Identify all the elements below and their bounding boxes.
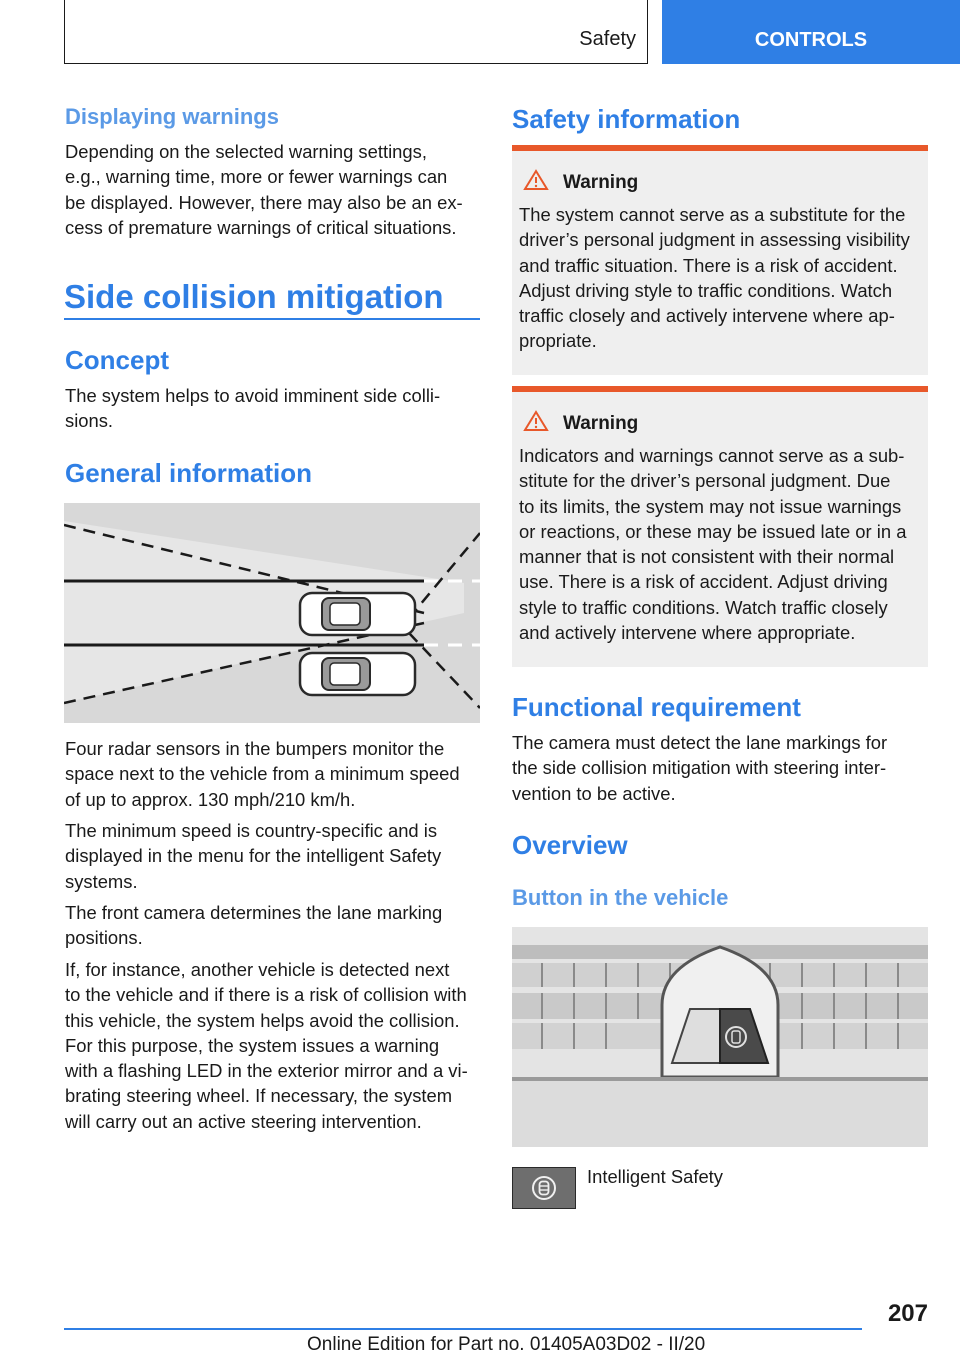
text-line: The front camera determines the lane marking [65,902,443,923]
heading-general-information: General information [65,458,313,488]
warning-header [519,169,922,196]
paragraph-radar-sensors [65,736,485,812]
text-line: use. There is a risk of accident. Adjust driving [519,571,888,593]
paragraph-minimum-speed [65,818,485,894]
heading-displaying-warnings: Displaying warnings [65,104,279,129]
text-line: Adjust driving style to traffic conditions. Watch [519,279,893,301]
text-line: to its limits, the system may not issue warnings [519,495,902,517]
text-line: Four radar sensors in the bumpers monitor the [65,738,445,759]
text-line: cess of premature warnings of critical situations. [65,216,457,238]
warning-title: Warning [563,412,639,434]
heading-concept: Concept [65,345,169,375]
text-line: traffic closely and actively intervene where ap‐ [519,305,895,327]
text-line: If, for instance, another vehicle is detected next [65,959,450,980]
text-line: this vehicle, the system helps avoid the collision. [65,1009,460,1031]
vehicle-2 [300,653,415,695]
footer-edition-text: Online Edition for Part no. 01405A03D02 - II/20 [307,1334,706,1355]
text-line: Depending on the selected warning settings, [65,141,427,162]
text-line: For this purpose, the system issues a warning [65,1034,440,1056]
text-line: positions. [65,927,143,949]
text-line: systems. [65,870,138,892]
heading-functional-requirement: Functional requirement [512,692,801,722]
warning-box-1 [512,145,928,375]
vehicle-1 [300,593,415,635]
heading-safety-information: Safety information [512,104,741,134]
text-line: The camera must detect the lane markings for [512,732,888,753]
warning-triangle-icon [523,169,549,196]
text-line: Indicators and warnings cannot serve as a sub‐ [519,445,905,466]
warning-header [519,410,922,437]
text-line: style to traffic conditions. Watch traffic closely [519,596,888,618]
text-line: with a flashing LED in the exterior mirror and a vi‐ [65,1060,468,1082]
page-number: 207 [887,1300,928,1327]
header-frame [64,0,648,64]
text-line: manner that is not consistent with their normal [519,546,895,568]
text-line: to the vehicle and if there is a risk of collision with [65,984,467,1006]
icon-caption-intelligent-safety: Intelligent Safety [587,1166,723,1187]
text-line: driver’s personal judgment in assessing visibility [519,229,910,251]
text-line: vention to be active. [512,782,676,804]
header-chapter-tab [662,0,960,64]
paragraph-concept [65,383,485,434]
intelligent-safety-icon [512,1167,576,1209]
heading-overview: Overview [512,830,628,860]
dashboard-vent-illustration [512,927,928,1147]
text-line: of up to approx. 130 mph/210 km/h. [65,788,356,810]
title-side-collision-mitigation: Side collision mitigation [64,278,444,315]
heading-button-in-vehicle: Button in the vehicle [512,885,729,910]
warning-title: Warning [563,171,639,193]
text-line: or reactions, or these may be issued late or in a [519,520,907,542]
text-line: The system cannot serve as a substitute for the [519,204,906,225]
text-line: e.g., warning time, more or fewer warnings can [65,166,448,188]
text-line: and traffic situation. There is a risk of accident. [519,254,898,276]
text-line: The minimum speed is country-specific and is [65,820,438,841]
header-chapter-label: CONTROLS [754,29,868,51]
paragraph-displaying-warnings [65,139,485,240]
paragraph-functional-requirement [512,730,932,806]
text-line: sions. [65,410,114,432]
illustration-side-radar-coverage [64,503,480,723]
text-line: and actively intervene where appropriate. [519,622,856,644]
header-section-title: Safety [579,28,636,50]
photo-button-in-vehicle [512,927,928,1147]
warning-triangle-icon [523,410,549,437]
text-line: will carry out an active steering intervention. [65,1110,422,1132]
text-line: space next to the vehicle from a minimum speed [65,763,460,785]
road-diagram [64,503,480,723]
footer-rule [64,1328,862,1330]
text-line: displayed in the menu for the intelligent Safety [65,845,442,867]
title-underline [64,318,480,320]
text-line: the side collision mitigation with steering inter‐ [512,757,887,779]
text-line: propriate. [519,330,597,352]
paragraph-front-camera [65,900,485,951]
text-line: brating steering wheel. If necessary, the system [65,1085,453,1107]
text-line: be displayed. However, there may also be an ex‐ [65,191,463,213]
text-line: stitute for the driver’s personal judgment. Due [519,470,891,492]
warning-box-2 [512,386,928,667]
paragraph-collision-response [65,957,485,1134]
text-line: The system helps to avoid imminent side colli‐ [65,385,441,406]
